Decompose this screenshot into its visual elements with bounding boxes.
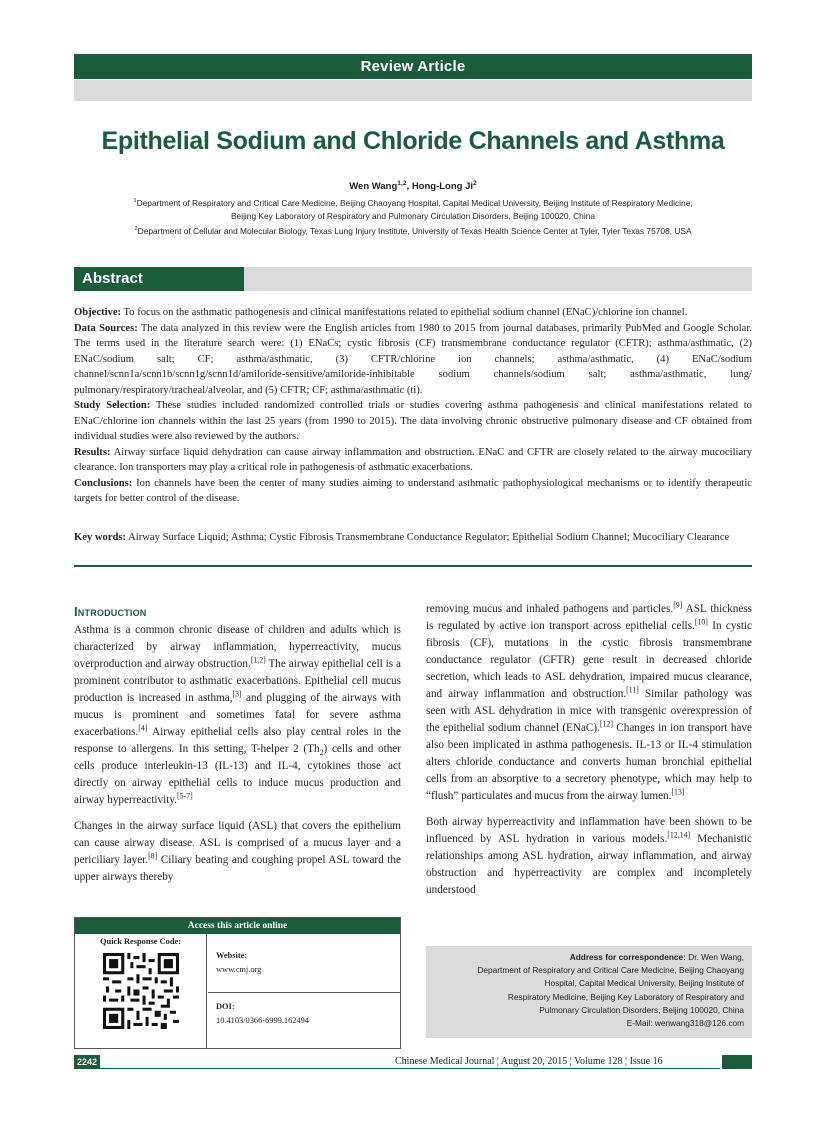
section-heading: Introduction [74,604,147,619]
citation: [3] [232,689,242,699]
issue-date: August 20, 2015 [500,1056,568,1067]
affil-text: Beijing Key Laboratory of Respiratory and Pulmonary Circulation Disorders, Beijing 100020, China [230,211,596,221]
citation: [5-7] [177,791,193,801]
affil-text: Department of Cellular and Molecular Biology, Texas Lung Injury Institute, University of Texas Health Science Center at Tyler, Tyler Texas 75708, USA [137,226,692,236]
footer-sep: ¦ [494,1056,501,1067]
author-separator: , [406,181,412,192]
article-type-banner [74,54,752,79]
abstract-objective [74,305,752,321]
section-divider [74,565,752,567]
abstract-label: Results: [74,446,111,458]
journal-name: Chinese Medical Journal [395,1056,495,1067]
citation: [12,14] [667,830,691,840]
author-name: Wen Wang [349,181,398,192]
abstract-text: These studies included randomized controlled trials or studies covering asthma pathogenesis and clinical manifestations related to ENaC/chlorine ion channels within the last 25 years (from 1990 to 2015). The data involving chronic obstructive pulmonary disease and CF obtained from individual studies were also reviewed by the authors. [74,400,752,442]
affiliation-1 [74,197,752,223]
affil-number: 1 [133,198,137,205]
citation: [9] [673,600,683,610]
abstract-selection [74,398,752,445]
doi-label: DOI: [216,1002,235,1011]
qr-label: Quick Response Code: [100,937,181,946]
correspondence-name: Dr. Wen Wang, [685,952,744,962]
website-label: Website: [216,951,248,960]
qr-code-icon [103,953,179,1029]
citation: [10] [694,617,708,627]
paragraph: removing mucus and inhaled pathogens and particles.[9] ASL thickness is regulated by active ion transport across epithelial cells.[10] In cystic fibrosis (CF), mutations in the cystic fibrosis transmembrane conductance regulator (CFTR) gene result in decreased chloride secretion, which leads to ASL dehydration, impaired mucus clearance, and airway inflammation and obstruction.[11] Similar pathology was seen with ASL dehydration in mice with transgenic overexpression of the epithelial sodium channel (ENaC).[12] Changes in ion transport have also been implicated in asthma pathogenesis. IL-13 or IL-4 stimulation alters chloride conductance and converts human bronchial epithelial cells from an absorptive to a secretory phenotype, which may help to “flush” particulates and mucus from the airway lumen.[13] [426,600,752,802]
keywords-text: Airway Surface Liquid; Asthma; Cystic Fibrosis Transmembrane Conductance Regulator; Epithelial Sodium Channel; Mucociliary Clearance [126,532,730,543]
correspondence-line: Respiratory Medicine, Beijing Key Laboratory of Respiratory and [507,991,744,1002]
abstract-conclusions [74,476,752,507]
correspondence-line: Hospital, Capital Medical University, Beijing Institute of [544,978,744,989]
page-number: 2242 [74,1055,100,1069]
abstract-text: To focus on the asthmatic pathogenesis and clinical manifestations related to epithelial sodium channel (ENaC)/chlorine ion channel. [121,307,688,318]
access-box-heading: Access this article online [75,918,400,934]
footer-citation [395,1055,663,1069]
abstract-text: Ion channels have been the center of many studies aiming to understand asthmatic pathophysiological mechanisms or to identify therapeutic targets for better control of the disease. [74,477,752,504]
abstract-results [74,445,752,476]
abstract-body [74,305,752,507]
affil-number: 2 [134,226,138,233]
citation: [13] [671,787,685,797]
qr-cell [75,934,207,1049]
correspondence-line: Pulmonary Circulation Disorders, Beijing 100020, China [539,1004,744,1015]
citation: [1,2] [250,655,266,665]
correspondence-line: Department of Respiratory and Critical Care Medicine, Beijing Chaoyang [477,965,744,976]
abstract-label: Data Sources: [74,322,138,334]
body-column-right [426,601,752,899]
article-type-label: Review Article [360,58,466,75]
affil-text: Department of Respiratory and Critical Care Medicine, Beijing Chaoyang Hospital, Capital Medical University, Beijing Institute of Respiratory Medicine, [136,198,693,208]
footer-sep: ¦ [567,1056,575,1067]
correspondence-label: Address for correspondence: [569,952,686,962]
website-link[interactable]: www.cmj.org [216,965,262,974]
footer-tab [722,1055,752,1069]
citation: [4] [138,723,148,733]
info-divider [208,992,400,993]
keywords-label: Key words: [74,532,127,543]
paragraph: Both airway hyperreactivity and inflammation have been shown to be influenced by ASL hydration in various models.[12,14] Mechanistic relationships among ASL hydration, airway inflammation, and airway obstruction and hyperreactivity are complex and incompletely understood [426,816,752,896]
doi-value[interactable]: 10.4103/0366-6999.162494 [216,1016,310,1025]
article-info-cell [208,934,400,1049]
author-affil-sup: 2 [473,179,477,187]
citation: [12] [599,719,613,729]
paragraph: Changes in the airway surface liquid (ASL) that covers the epithelium can cause airway disease. ASL is comprised of a mucus layer and a periciliary layer.[8] Ciliary beating and coughing propel ASL toward the upper airways thereby [74,820,401,883]
affiliation-2 [74,225,752,238]
citation: [11] [626,685,639,695]
correspondence-email[interactable]: E-Mail: wenwang318@126.com [626,1018,744,1029]
article-title: Epithelial Sodium and Chloride Channels and Asthma [101,127,725,155]
abstract-heading: Abstract [74,267,244,291]
access-article-box [74,917,401,1049]
abstract-label: Conclusions: [74,477,133,489]
keywords [74,530,752,545]
abstract-text: Airway surface liquid dehydration can cause airway inflammation and obstruction. ENaC and CFTR are closely related to the airway mucociliary clearance. Ion transporters may play a critical role in pathogenesis of asthmatic exacerbations. [74,446,752,473]
volume: Volume 128 [574,1056,623,1067]
correspondence-box [426,946,752,1038]
author-affil-sup: 1,2 [397,179,407,187]
author-line [74,181,752,192]
author-name: Hong-Long Ji [411,181,474,192]
abstract-sources [74,321,752,399]
body-column-left [74,601,401,886]
abstract-label: Objective: [74,307,122,318]
footer-sep: ¦ [622,1056,630,1067]
paragraph: Asthma is a common chronic disease of children and adults which is characterized by airway inflammation, hyperreactivity, mucus overproduction and airway obstruction.[1,2] The airway epithelial cell is a prominent contributor to asthmatic exacerbations. Epithelial cell mucus production is increased in asthma,[3] and plugging of the airways with mucus is prominent and sometimes fatal for severe asthma exacerbations.[4] Airway epithelial cells also play central roles in the response to allergens. In this setting, T-helper 2 $(Th_2)$ cells and other cells produce interleukin-13 (IL-13) and IL-4, cytokines those act directly on airway epithelial cells to induce mucus production and airway hyperreactivity.[5-7] [74,624,401,806]
abstract-label: Study Selection: [74,400,151,411]
header-gray-band [74,80,752,101]
abstract-text: The data analyzed in this review were the English articles from 1980 to 2015 from journal databases, primarily PubMed and Google Scholar. The terms used in the literature search were: (1) ENaCs; cystic fibrosis (CF) transmembrane conductance regulator (CFTR); asthma/asthmatic, (2) ENaC/sodium salt; CF; asthma/asthmatic, (3) CFTR/chlorine ion channels; asthma/asthmatic, (4) ENaC/sodium channel/scnn1a/scnn1b/scnn1g/scnn1d/amiloride-sensitive/amiloride-inhibitable sodium channels/sodium salt; asthma/asthmatic, lung/ pulmonary/respiratory/tracheal/alveolar, and (5) CFTR; CF; asthma/asthmatic (ti). [74,322,752,396]
citation: [8] [148,851,158,861]
issue: Issue 16 [629,1056,663,1067]
